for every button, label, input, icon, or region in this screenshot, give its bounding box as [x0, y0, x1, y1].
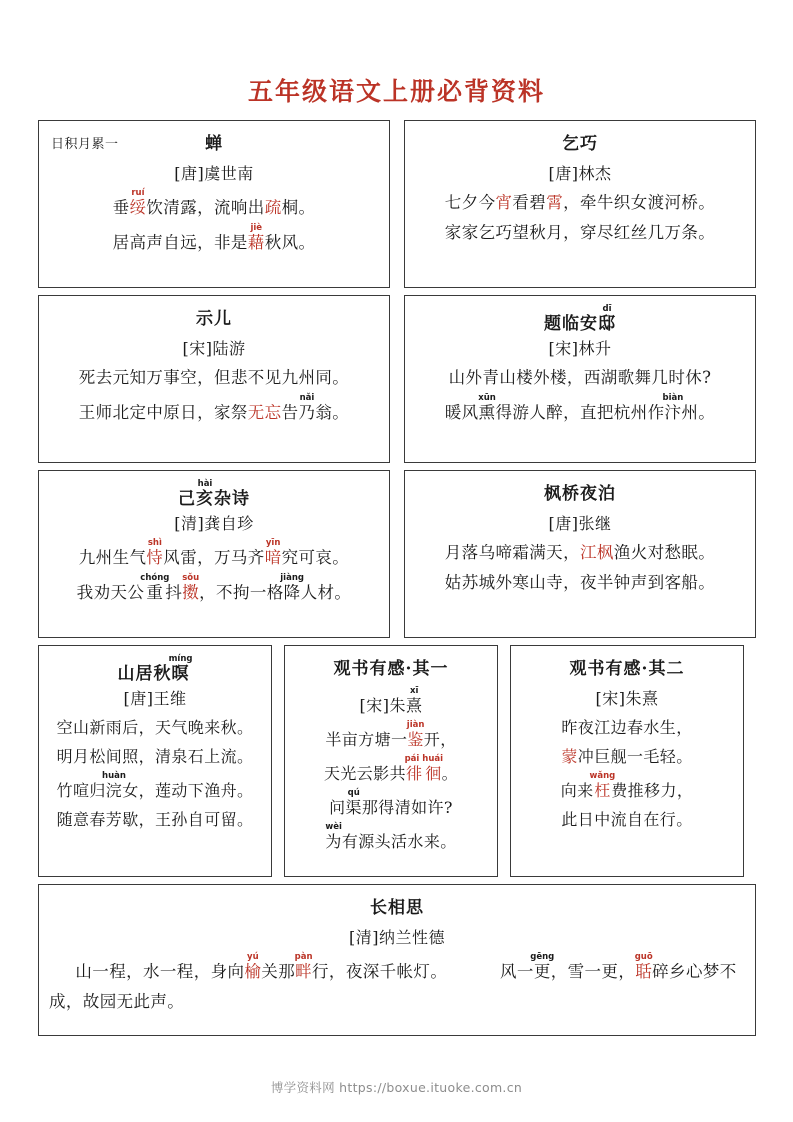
annotated-char-qu: 渠qú	[345, 788, 362, 818]
poem-body	[295, 720, 487, 856]
poem-line: 空山新雨后，天气晚来秋。	[56, 718, 254, 737]
card-header	[49, 304, 379, 330]
poem-line: 天光云影共徘徊pái huái。	[323, 754, 459, 784]
card-header	[415, 304, 745, 334]
annotated-char-hai: 亥hài	[196, 479, 214, 509]
poem-line: 姑苏城外寒山寺，夜半钟声到客船。	[444, 573, 716, 593]
poem-line: 昨夜江边春水生，	[561, 718, 693, 737]
poem-title: 枫桥夜泊	[544, 484, 616, 504]
poem-body	[49, 188, 379, 258]
poem-card-jihaizashi	[38, 470, 390, 638]
annotated-word-paihuai: 徘徊pái huái	[404, 754, 444, 784]
poem-title: 长相思	[370, 898, 424, 918]
poem-author: [宋]陆游	[182, 339, 246, 358]
poem-row-4	[38, 645, 756, 877]
poem-line: 居高声自远，非是藉jiè秋风。	[112, 223, 316, 253]
poem-line: 竹喧归浣huàn女，莲动下渔舟。	[56, 771, 254, 801]
annotated-char-wei: 为wèi	[325, 822, 342, 852]
annotated-char-shi: 恃shì	[146, 538, 164, 567]
poem-title: 蝉	[205, 134, 223, 154]
annotated-char-jie: 藉jiè	[247, 223, 265, 253]
card-header	[49, 129, 379, 155]
annotated-char-jiang: 降jiàng	[280, 573, 304, 603]
poem-body	[49, 952, 745, 1017]
poem-author: [清]纳兰性德	[349, 928, 445, 947]
poem-body	[415, 188, 745, 248]
poem-author: [唐]王维	[123, 689, 187, 708]
poem-body	[521, 713, 733, 834]
poem-body	[49, 538, 379, 608]
poem-body	[415, 538, 745, 598]
annotated-char-wang: 枉wǎng	[589, 771, 616, 801]
poem-grid	[38, 120, 756, 1043]
annotated-char-yin: 喑yīn	[264, 538, 282, 567]
card-header	[415, 129, 745, 155]
highlight-xiao-1: 宵	[495, 193, 513, 212]
poem-body	[49, 713, 261, 834]
annotated-char-xi: 熹xī	[405, 686, 423, 715]
poem-line: 为wèi有源头活水来。	[325, 822, 457, 852]
poem-line: 此日中流自在行。	[561, 810, 693, 830]
poem-title: 乞巧	[562, 134, 598, 154]
poem-line: 我劝天公重chóng抖擞sǒu，不拘一格降jiàng人材。	[76, 573, 352, 603]
annotated-char-ming: 暝míng	[168, 654, 193, 684]
card-header	[49, 654, 261, 684]
poem-line: 山外青山楼外楼，西湖歌舞几时休?	[448, 368, 712, 387]
poem-row-3	[38, 470, 756, 638]
poem-title: 示儿	[196, 309, 232, 329]
poem-author: [宋]林升	[548, 339, 612, 358]
annotated-char-nai: 乃nǎi	[298, 393, 316, 423]
poem-card-shier	[38, 295, 390, 463]
poem-body	[49, 363, 379, 428]
poem-line: 蒙冲巨舰一毛轻。	[561, 747, 693, 767]
poem-author: [宋]朱熹xī	[359, 686, 423, 715]
highlight-xiao-2: 霄	[546, 193, 564, 212]
poem-title: 观书有感·其一	[333, 659, 449, 679]
poem-author: [唐]虞世南	[174, 164, 254, 183]
poem-line: 月落乌啼霜满天，江枫渔火对愁眠。	[444, 543, 716, 562]
highlight-meng: 蒙	[561, 747, 578, 767]
poem-card-chan	[38, 120, 390, 288]
poem-row-5	[38, 884, 756, 1036]
card-header	[49, 479, 379, 509]
annotated-char-yu: 榆yú	[244, 952, 262, 981]
highlight-wuwang: 无忘	[247, 403, 282, 423]
poem-line: 明月松间照，清泉石上流。	[56, 747, 254, 767]
card-header	[49, 893, 745, 919]
annotated-char-jian: 鉴jiàn	[406, 720, 425, 749]
poem-author: [宋]朱熹	[595, 689, 659, 708]
annotated-char-bian: 汴biàn	[662, 393, 684, 423]
annotated-char-sui: 绥ruí	[129, 188, 147, 217]
page-title: 五年级语文上册必背资料	[247, 77, 545, 106]
card-header	[295, 654, 487, 680]
card-header	[415, 479, 745, 505]
poem-author: [唐]张继	[548, 514, 612, 533]
poem-card-changxiangsi	[38, 884, 756, 1036]
highlight-shu: 疏	[264, 198, 282, 217]
poem-line: 问渠qú那得清如许?	[329, 788, 453, 818]
poem-card-shanjuqiuming	[38, 645, 272, 877]
poem-title: 观书有感·其二	[569, 659, 685, 679]
poem-line: 七夕今宵看碧霄，牵牛织女渡河桥。	[444, 193, 716, 212]
poem-line: 暖风熏xūn得游人醉，直把杭州作汴biàn州。	[444, 393, 716, 423]
poem-title: 己亥hài杂诗	[178, 479, 250, 509]
poem-line: 随意春芳歇，王孙自可留。	[56, 810, 254, 830]
poem-line: 九州生气恃shì风雷，万马齐喑yīn究可哀。	[78, 538, 350, 567]
poem-author: [清]龚自珍	[174, 514, 254, 533]
annotated-char-di: 邸dī	[598, 304, 616, 334]
poem-author: [唐]林杰	[548, 164, 612, 183]
poem-row-2	[38, 295, 756, 463]
poem-line: 垂绥ruí饮清露，流响出疏桐。	[112, 188, 316, 217]
poem-title: 山居秋暝míng	[117, 654, 193, 684]
poem-line: 半亩方塘一鉴jiàn开，	[325, 720, 457, 749]
poem-card-qiqiao	[404, 120, 756, 288]
poem-line: 死去元知万事空，但悲不见九州同。	[78, 368, 350, 387]
annotated-char-huan: 浣huàn	[102, 771, 126, 801]
poem-card-fengqiaoyebo	[404, 470, 756, 638]
daily-accumulation-label: 日积月累一	[51, 137, 119, 152]
annotated-char-xun: 熏xūn	[478, 393, 496, 423]
annotated-char-sou: 擞sǒu	[182, 573, 200, 603]
annotated-char-guo: 聒guō	[634, 952, 653, 981]
poem-line: 家家乞巧望秋月，穿尽红丝几万条。	[444, 223, 716, 243]
poem-line: 向来枉wǎng费推移力，	[560, 771, 694, 801]
annotated-char-geng: 更gēng	[530, 952, 555, 981]
poem-card-guanshuyougan-1	[284, 645, 498, 877]
poem-row-1	[38, 120, 756, 288]
poem-line: 王师北定中原日，家祭无忘告乃nǎi翁。	[78, 393, 350, 423]
poem-line: 山一程，水一程，身向榆yú关那畔pàn行，夜深千帐灯。 风一更gēng，雪一更，聒guō碎乡心梦不成，故园无此声。	[49, 952, 737, 1012]
annotated-char-pan: 畔pàn	[294, 952, 313, 981]
poem-card-guanshuyougan-2	[510, 645, 744, 877]
poem-card-tilinandi	[404, 295, 756, 463]
card-header	[521, 654, 733, 680]
highlight-jiangfeng: 江枫	[579, 543, 614, 562]
poem-title: 题临安邸dī	[544, 304, 616, 334]
poem-body	[415, 363, 745, 428]
annotated-char-chong: 重chóng	[140, 573, 170, 603]
footer-watermark: 博学资料网 https://boxue.ituoke.com.cn	[270, 1080, 523, 1095]
